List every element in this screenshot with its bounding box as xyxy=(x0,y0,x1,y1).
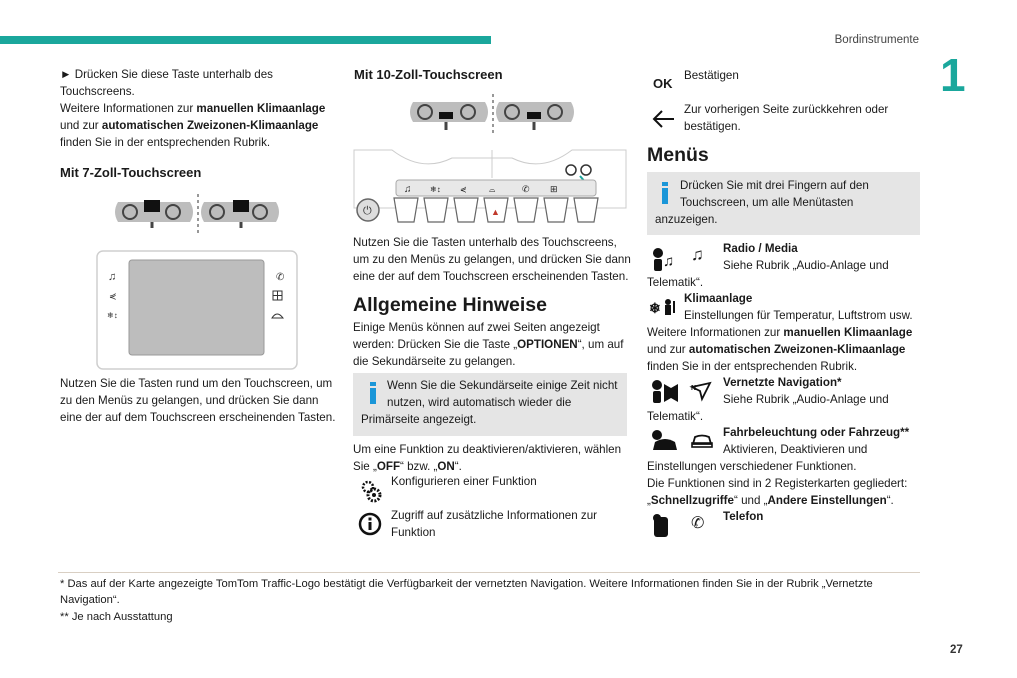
note-line1: Wenn Sie die Sekundärseite einige Zeit nicht xyxy=(387,379,618,392)
col2-p2-line1: Einige Menüs können auf zwei Seiten angezeigt xyxy=(353,321,600,334)
klima-line3: und zur automatischen Zweizonen-Klimaanlage xyxy=(647,343,906,356)
vehicle-line2: Einstellungen verschiedener Funktionen. xyxy=(647,460,857,473)
svg-text:✆: ✆ xyxy=(276,272,285,283)
vehicle-line1: Aktivieren, Deaktivieren und xyxy=(723,443,868,456)
svg-text:❄↕: ❄↕ xyxy=(430,185,441,194)
svg-text:✆: ✆ xyxy=(522,184,530,194)
page-number: 27 xyxy=(950,644,963,656)
back-text-line2: bestätigen. xyxy=(684,120,741,133)
col1-p2-line1: Nutzen Sie die Tasten rund um den Touchscreen, um xyxy=(60,377,333,390)
info-circle-icon xyxy=(358,512,382,536)
navigation-line1: Siehe Rubrik „Audio-Anlage und xyxy=(723,393,889,406)
info-icon-stem xyxy=(662,188,668,204)
vehicle-touch-icon xyxy=(651,428,679,454)
col2-p2-line3: die Sekundärseite zu gelangen. xyxy=(353,355,516,368)
back-arrow-icon xyxy=(652,109,676,129)
note-secondary-page xyxy=(353,373,627,436)
phone-touch-icon xyxy=(651,513,677,539)
svg-text:⊞: ⊞ xyxy=(550,184,558,194)
klima-line2: Weitere Informationen zur manuellen Klimaanlage xyxy=(647,326,913,339)
footnote1-line2: Navigation“. xyxy=(60,594,120,606)
car-icon xyxy=(690,432,714,450)
vehicle-line4: „Schnellzugriffe“ und „Andere Einstellungen“. xyxy=(647,494,894,507)
col1-p1-line5: finden Sie in der entsprechenden Rubrik. xyxy=(60,136,271,149)
radio-media-line2: Telematik“. xyxy=(647,276,704,289)
radio-media-line1: Siehe Rubrik „Audio-Anlage und xyxy=(723,259,889,272)
navigation-title: Vernetzte Navigation* xyxy=(723,376,842,389)
col1-p1-line1: ► Drücken Sie diese Taste unterhalb des xyxy=(60,68,273,81)
klima-line1: Einstellungen für Temperatur, Luftstrom usw. xyxy=(684,309,913,322)
svg-text:♫: ♫ xyxy=(404,184,412,195)
col2-p1-line2: um zu den Menüs zu gelangen, und drücken Sie dann xyxy=(353,253,631,266)
footnote2: ** Je nach Ausstattung xyxy=(60,611,173,623)
svg-text:♫: ♫ xyxy=(663,253,675,270)
climate-panel-7-illustration xyxy=(110,192,290,237)
col1-p1-line2: Touchscreens. xyxy=(60,85,135,98)
col1-p2-line2: zu den Menüs zu gelangen, und drücken Sie dann xyxy=(60,394,319,407)
footnote-divider xyxy=(58,572,920,573)
klima-title: Klimaanlage xyxy=(684,292,753,305)
col2-p3-line1: Um eine Funktion zu deaktivieren/aktivieren, wählen xyxy=(353,443,622,456)
col2-p2-line2: werden: Drücken Sie die Taste „OPTIONEN“, um auf xyxy=(353,338,624,351)
section-title: Bordinstrumente xyxy=(834,34,919,46)
navigation-line2: Telematik“. xyxy=(647,410,704,423)
touchscreen-7-illustration xyxy=(96,250,298,370)
svg-text:⋞: ⋞ xyxy=(109,291,117,301)
climate-panel-10-illustration xyxy=(405,92,585,136)
info-text-line1: Zugriff auf zusätzliche Informationen zur xyxy=(391,509,597,522)
note-line3: Primärseite angezeigt. xyxy=(361,413,477,426)
svg-text:N: N xyxy=(691,385,697,392)
ok-icon: OK xyxy=(653,76,673,91)
info-icon-stem xyxy=(370,388,376,404)
back-text-line1: Zur vorherigen Seite zurückkehren oder xyxy=(684,103,889,116)
svg-text:❄: ❄ xyxy=(649,300,661,316)
heading-general-notes: Allgemeine Hinweise xyxy=(353,294,547,316)
radio-media-title: Radio / Media xyxy=(723,242,798,255)
svg-text:♫: ♫ xyxy=(108,271,117,283)
info-icon xyxy=(370,382,376,386)
col2-p1-line3: eine der auf dem Touchscreen erscheinenden Tasten. xyxy=(353,270,629,283)
note-line2: Touchscreen, um alle Menütasten xyxy=(680,196,854,209)
button-strip-10-illustration xyxy=(352,148,628,230)
heading-7-inch: Mit 7-Zoll-Touchscreen xyxy=(60,165,202,180)
svg-text:⏻: ⏻ xyxy=(363,205,372,217)
ok-text: Bestätigen xyxy=(684,69,739,82)
col2-p1-line1: Nutzen Sie die Tasten unterhalb des Touchscreens, xyxy=(353,236,617,249)
navigation-arrow-icon xyxy=(690,381,712,401)
vehicle-title: Fahrbeleuchtung oder Fahrzeug** xyxy=(723,426,910,439)
gears-icon xyxy=(360,480,382,502)
header-accent-bar xyxy=(0,36,491,44)
col1-p1-line4: und zur automatischen Zweizonen-Klimaanlage xyxy=(60,119,319,132)
phone-icon: ✆ xyxy=(691,515,705,532)
klima-line4: finden Sie in der entsprechenden Rubrik. xyxy=(647,360,858,373)
svg-text:▲: ▲ xyxy=(491,207,500,217)
radio-media-touch-icon xyxy=(651,246,679,272)
footnote1-line1: * Das auf der Karte angezeigte TomTom Traffic-Logo bestätigt die Verfügbarkeit der vernetzten Navigation. Weitere Informationen finden Sie in der Rubrik „Vernetzte xyxy=(60,578,873,590)
svg-text:❄↕: ❄↕ xyxy=(107,311,118,320)
phone-title: Telefon xyxy=(723,510,764,523)
note-line1: Drücken Sie mit drei Fingern auf den xyxy=(680,179,869,192)
col1-p2-line3: eine der auf dem Touchscreen erscheinenden Tasten. xyxy=(60,411,336,424)
vehicle-line3: Die Funktionen sind in 2 Registerkarten gegliedert: xyxy=(647,477,908,490)
heading-menus: Menüs xyxy=(647,144,709,166)
col2-p3-line2: Sie „OFF“ bzw. „ON“. xyxy=(353,460,462,473)
heading-10-inch: Mit 10-Zoll-Touchscreen xyxy=(354,67,503,82)
climate-icon xyxy=(649,296,679,318)
info-text-line2: Funktion xyxy=(391,526,436,539)
note-line3: anzuzeigen. xyxy=(655,213,718,226)
svg-text:⌓: ⌓ xyxy=(489,185,496,194)
chapter-number: 1 xyxy=(940,49,966,101)
note-three-fingers xyxy=(647,172,920,235)
navigation-touch-icon xyxy=(651,378,679,404)
music-note-icon: ♫ xyxy=(691,245,704,264)
col1-p1-line3: Weitere Informationen zur manuellen Klimaanlage xyxy=(60,102,326,115)
configure-function-text: Konfigurieren einer Funktion xyxy=(391,475,537,488)
note-line2: nutzen, wird automatisch wieder die xyxy=(387,396,572,409)
svg-text:⋞: ⋞ xyxy=(460,185,467,194)
info-icon xyxy=(662,182,668,186)
